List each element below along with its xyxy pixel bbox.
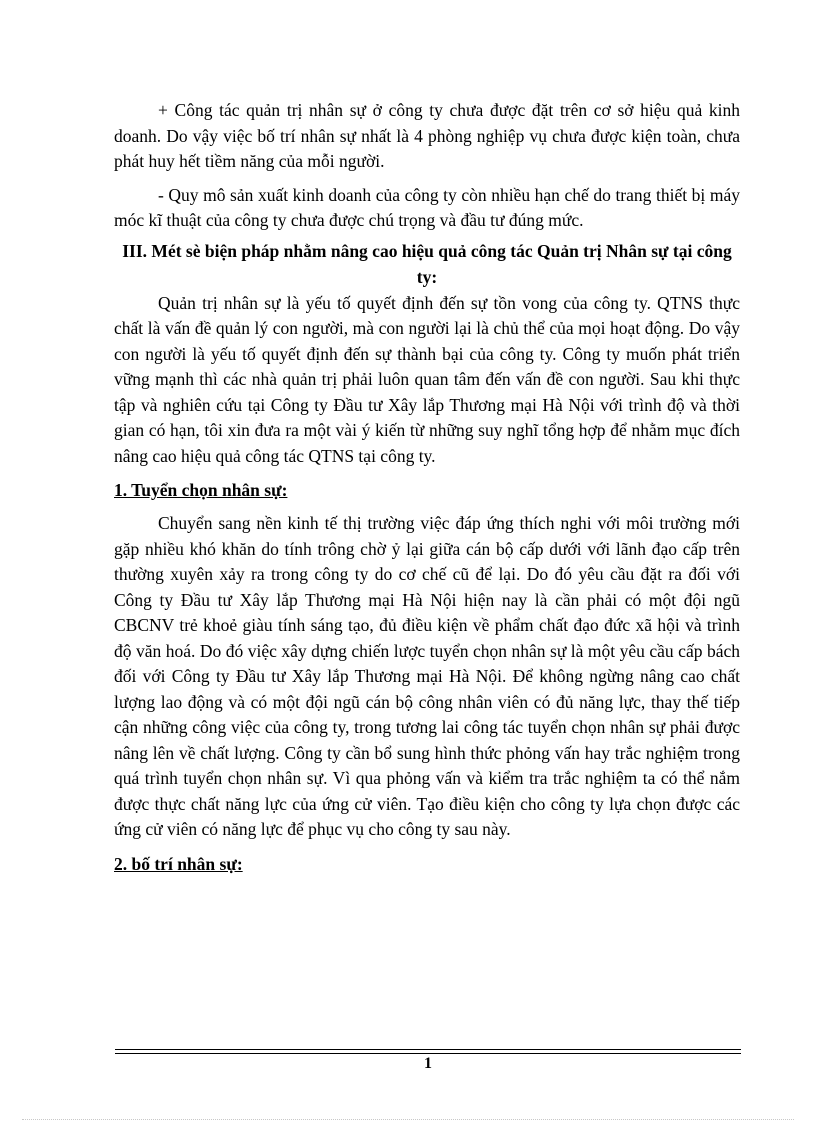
footer-rule-top xyxy=(115,1049,741,1050)
paragraph-section-intro: Quản trị nhân sự là yếu tố quyết định đến sự tồn vong của công ty. QTNS thực chất là vấn đề quản lý con người, mà con người lại là chủ thể của mọi hoạt động. Do vậy con người là yếu tố quyết định đến sự thành bại của công ty. Công ty muốn phát triển vững mạnh thì các nhà quản trị phải luôn quan tâm đến vấn đề con người. Sau khi thực tập và nghiên cứu tại Công ty Đầu tư Xây lắp Thương mại Hà Nội với trình độ và thời gian có hạn, tôi xin đưa ra một vài ý kiến từ những suy nghĩ tổng hợp để nhằm mục đích nâng cao hiệu quả công tác QTNS tại công ty. xyxy=(114,292,740,466)
subsection-heading-staffing: 2. bố trí nhân sự: xyxy=(114,853,243,874)
paragraph-production-scale: - Quy mô sản xuất kinh doanh của công ty còn nhiều hạn chế do trang thiết bị máy móc kĩ thuật của công ty chưa được chú trọng và đầu tư đúng mức. xyxy=(114,184,740,230)
paragraph-hr-efficiency: + Công tác quản trị nhân sự ở công ty chưa được đặt trên cơ sở hiệu quả kinh doanh. Do vậy việc bố trí nhân sự nhất là 4 phòng nghiệp vụ chưa được kiện toàn, chưa phát huy hết tiềm năng của mỗi người. xyxy=(114,100,740,171)
paragraph-recruitment: Chuyển sang nền kinh tế thị trường việc đáp ứng thích nghi với môi trường mới gặp nhiều khó khăn do tính trông chờ ỷ lại giữa cán bộ cấp dưới với lãnh đạo cấp trên thường xuyên xảy ra trong công ty do cơ chế cũ để lại. Do đó yêu cầu đặt ra đối với Công ty Đầu tư Xây lắp Thương mại Hà Nội hiện nay là cần phải có một đội ngũ CBCNV trẻ khoẻ giàu tính sáng tạo, đủ điều kiện về phẩm chất đạo đức xã hội và trình độ văn hoá. Do đó việc xây dựng chiến lược tuyển chọn nhân sự là một yêu cầu cấp bách đối với Công ty Đầu tư Xây lắp Thương mại Hà Nội. Để không ngừng nâng cao chất lượng lao động và có một đội ngũ cán bộ công nhân viên có đủ năng lực, thay thế tiếp cận những công việc của công ty, trong tương lai công tác tuyển chọn nhân sự phải được nâng lên về chất lượng. Công ty cần bổ sung hình thức phỏng vấn hay trắc nghiệm trong quá trình tuyển chọn nhân sự. Vì qua phỏng vấn và kiểm tra trắc nghiệm ta có thể nắm được thực chất năng lực của ứng cử viên. Tạo điều kiện cho công ty lựa chọn được các ứng cử viên có năng lực để phục vụ cho công ty sau này. xyxy=(114,513,740,839)
section-heading: III. Mét sè biện pháp nhằm nâng cao hiệu quả công tác Quản trị Nhân sự tại công ty: xyxy=(122,240,732,287)
page-number: 1 xyxy=(424,1055,432,1072)
page-edge-divider xyxy=(22,1119,794,1120)
subsection-heading-recruitment: 1. Tuyển chọn nhân sự: xyxy=(114,480,288,500)
page-body xyxy=(114,98,740,885)
